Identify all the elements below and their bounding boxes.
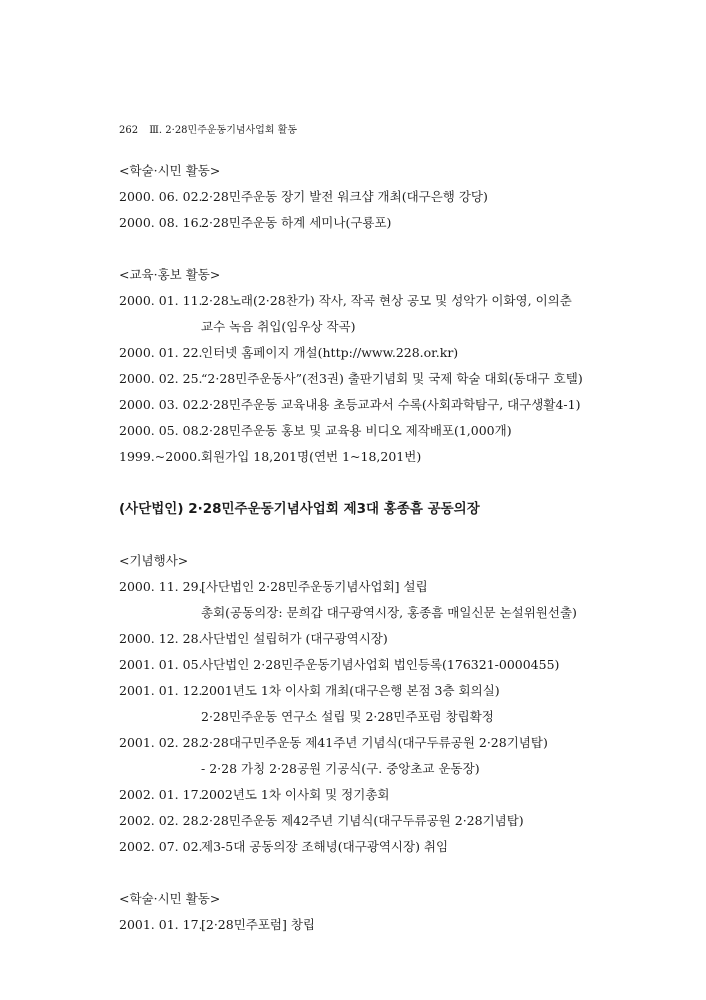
item-date: 2000. 12. 28. [119,631,203,646]
subsection-label-commemoration: <기념행사> [119,553,189,568]
item-date: 2001. 01. 12. [119,683,203,698]
list-item [119,418,599,444]
list-item [119,288,599,314]
list-item [119,366,599,392]
spacer [119,236,599,262]
item-date: 2002. 02. 28. [119,813,203,828]
item-text: 사단법인 설립허가 (대구광역시장) [201,631,388,646]
item-text: 2·28민주운동 제42주년 기념식(대구두류공원 2·28기념탑) [201,813,524,828]
item-date: 2000. 08. 16. [119,215,203,230]
list-item [119,808,599,834]
list-item [119,730,599,756]
spacer [119,522,599,548]
item-continuation: 교수 녹음 취입(임우상 작곡) [201,319,356,334]
item-text: “2·28민주운동사”(전3권) 출판기념회 및 국제 학술 대회(동대구 호텔) [201,371,583,386]
spacer [119,470,599,496]
item-continuation: - 2·28 가칭 2·28공원 기공식(구. 중앙초교 운동장) [201,761,480,776]
item-date: 2001. 02. 28. [119,735,203,750]
item-date: 2000. 05. 08. [119,423,203,438]
running-head [119,121,297,136]
running-head-title: Ⅲ. 2·28민주운동기념사업회 활동 [149,125,297,136]
page-number: 262 [119,125,139,136]
section-heading: (사단법인) 2·28민주운동기념사업회 제3대 홍종흠 공동의장 [119,501,480,517]
item-text: 2·28민주운동 하계 세미나(구룡포) [201,215,392,230]
item-date: 2002. 01. 17. [119,787,203,802]
item-text: 2001년도 1차 이사회 개최(대구은행 본점 3층 회의실) [201,683,500,698]
item-date: 2000. 03. 02. [119,397,203,412]
item-text: 제3-5대 공동의장 조해녕(대구광역시장) 취임 [201,839,449,854]
item-text: 2·28노래(2·28찬가) 작사, 작곡 현상 공모 및 성악가 이화영, 이의춘 [201,293,572,308]
item-text: 회원가입 18,201명(연번 1~18,201번) [201,449,422,464]
list-item [119,340,599,366]
item-continuation: 총회(공동의장: 문희갑 대구광역시장, 홍종흠 매일신문 논설위원선출) [201,605,577,620]
item-text: 2·28대구민주운동 제41주년 기념식(대구두류공원 2·28기념탑) [201,735,548,750]
item-text: 2·28민주운동 홍보 및 교육용 비디오 제작배포(1,000개) [201,423,512,438]
item-date: 1999.~2000. [119,449,202,464]
item-continuation: 2·28민주운동 연구소 설립 및 2·28민주포럼 창립확정 [201,709,494,724]
item-text: 사단법인 2·28민주운동기념사업회 법인등록(176321-0000455) [201,657,560,672]
list-item [119,184,599,210]
list-item [119,444,599,470]
list-item [119,912,599,938]
list-item [119,626,599,652]
list-item [119,210,599,236]
list-item [119,782,599,808]
item-date: 2000. 01. 11. [119,293,203,308]
subsection-label-academic: <학술·시민 활동> [119,163,221,178]
item-date: 2001. 01. 17. [119,917,203,932]
item-date: 2002. 07. 02. [119,839,203,854]
list-item [119,652,599,678]
list-item [119,678,599,704]
item-date: 2000. 11. 29. [119,579,203,594]
spacer [119,860,599,886]
subsection-label-education: <교육·홍보 활동> [119,267,221,282]
item-text: 2·28민주운동 장기 발전 워크샵 개최(대구은행 강당) [201,189,488,204]
subsection-label-academic-2: <학술·시민 활동> [119,891,221,906]
item-text: [2·28민주포럼] 창립 [201,917,316,932]
item-text: 2·28민주운동 교육내용 초등교과서 수록(사회과학탐구, 대구생활4-1) [201,397,581,412]
list-item [119,834,599,860]
list-item [119,574,599,600]
item-date: 2000. 06. 02. [119,189,203,204]
item-text: [사단법인 2·28민주운동기념사업회] 설립 [201,579,428,594]
item-date: 2000. 02. 25. [119,371,203,386]
item-text: 2002년도 1차 이사회 및 정기총회 [201,787,390,802]
item-date: 2000. 01. 22. [119,345,203,360]
page-content [119,158,599,938]
list-item [119,392,599,418]
item-text: 인터넷 홈페이지 개설(http://www.228.or.kr) [201,345,459,360]
item-date: 2001. 01. 05. [119,657,203,672]
